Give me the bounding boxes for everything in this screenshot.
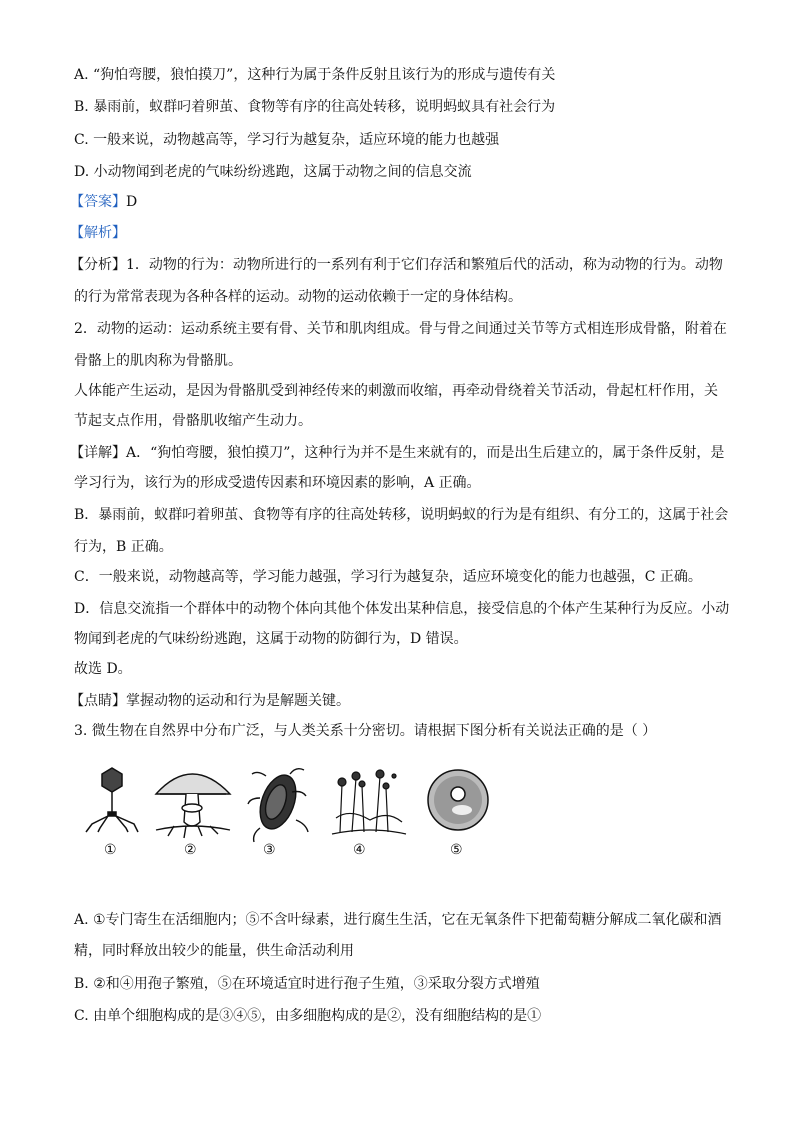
detail-line-3: B．暴雨前，蚁群叼着卵茧、食物等有序的往高处转移，说明蚂蚁的行为是有组织、有分工的，这属于社会 [74, 507, 729, 523]
analysis-line-1 [70, 256, 723, 274]
caption-2: ② [184, 842, 197, 858]
q3-option-c: C. 由单个细胞构成的是③④⑤，由多细胞构成的是②，没有细胞结构的是① [74, 1008, 542, 1024]
q3-option-b: B. ②和④用孢子繁殖，⑤在环境适宜时进行孢子生殖，③采取分裂方式增殖 [74, 976, 540, 992]
caption-5: ⑤ [450, 842, 463, 858]
answer-value: D [126, 194, 138, 210]
caption-1: ① [104, 842, 117, 858]
detail-line-8: 故选 D。 [74, 661, 132, 677]
detail-line-7: 物闻到老虎的气味纷纷逃跑，这属于动物的防御行为，D 错误。 [74, 631, 468, 647]
question-3-stem: 3. 微生物在自然界中分布广泛，与人类关系十分密切。请根据下图分析有关说法正确的是（ ） [74, 723, 657, 739]
bacterium-drawing [248, 769, 308, 842]
dianjing-tag: 【点睛】 [70, 693, 126, 709]
q3-option-a-2: 精，同时释放出较少的能量，供生命活动利用 [74, 943, 354, 959]
bacteriophage-drawing [86, 768, 138, 832]
option-a: A. “狗怕弯腰，狼怕摸刀”，这种行为属于条件反射且该行为的形成与遗传有关 [74, 67, 556, 83]
option-b: B. 暴雨前，蚁群叼着卵茧、食物等有序的往高处转移，说明蚂蚁具有社会行为 [74, 99, 556, 115]
detail-line-6: D．信息交流指一个群体中的动物个体向其他个体发出某种信息，接受信息的个体产生某种行为反应。小动 [74, 601, 730, 617]
mushroom-drawing [156, 774, 230, 838]
caption-3: ③ [263, 842, 276, 858]
option-c: C. 一般来说，动物越高等，学习行为越复杂，适应环境的能力也越强 [74, 132, 500, 148]
analysis-line-2: 的行为常常表现为各种各样的运动。动物的运动依赖于一定的身体结构。 [74, 289, 522, 305]
detail-line-2: 学习行为，该行为的形成受遗传因素和环境因素的影响，A 正确。 [74, 475, 481, 491]
analysis-tag: 【解析】 [70, 225, 126, 241]
dianjing-line [70, 692, 350, 710]
answer-tag: 【答案】 [70, 194, 126, 210]
analysis-text-1: 1．动物的行为：动物所进行的一系列有利于它们存活和繁殖后代的活动，称为动物的行为。动物 [126, 257, 723, 273]
mold-drawing [332, 770, 406, 834]
detail-text-1: A．“狗怕弯腰，狼怕摸刀”，这种行为并不是生来就有的，而是出生后建立的，属于条件反射，是 [126, 445, 725, 461]
analysis-line-4: 骨骼上的肌肉称为骨骼肌。 [74, 353, 242, 369]
microbe-figure [70, 762, 490, 862]
yeast-drawing [428, 770, 488, 830]
detail-line-5: C．一般来说，动物越高等，学习能力越强，学习行为越复杂，适应环境变化的能力也越强，C 正确。 [74, 569, 702, 585]
q3-option-a-1: A. ①专门寄生在活细胞内；⑤不含叶绿素，进行腐生生活，它在无氧条件下把葡萄糖分解成二氧化碳和酒 [74, 912, 722, 928]
option-d: D. 小动物闻到老虎的气味纷纷逃跑，这属于动物之间的信息交流 [74, 164, 472, 180]
analysis-line-3: 2．动物的运动：运动系统主要有骨、关节和肌肉组成。骨与骨之间通过关节等方式相连形成骨骼，附着在 [74, 321, 727, 337]
fenxi-tag: 【分析】 [70, 257, 126, 273]
analysis-line-5: 人体能产生运动，是因为骨骼肌受到神经传来的刺激而收缩，再牵动骨绕着关节活动，骨起杠杆作用，关 [74, 383, 718, 399]
analysis-line-6: 节起支点作用，骨骼肌收缩产生动力。 [74, 413, 312, 429]
detail-tag: 【详解】 [70, 445, 126, 461]
detail-line-1 [70, 444, 724, 462]
detail-line-4: 行为，B 正确。 [74, 539, 173, 555]
dianjing-text: 掌握动物的运动和行为是解题关键。 [126, 693, 350, 709]
caption-4: ④ [353, 842, 366, 858]
answer-line [70, 193, 137, 211]
